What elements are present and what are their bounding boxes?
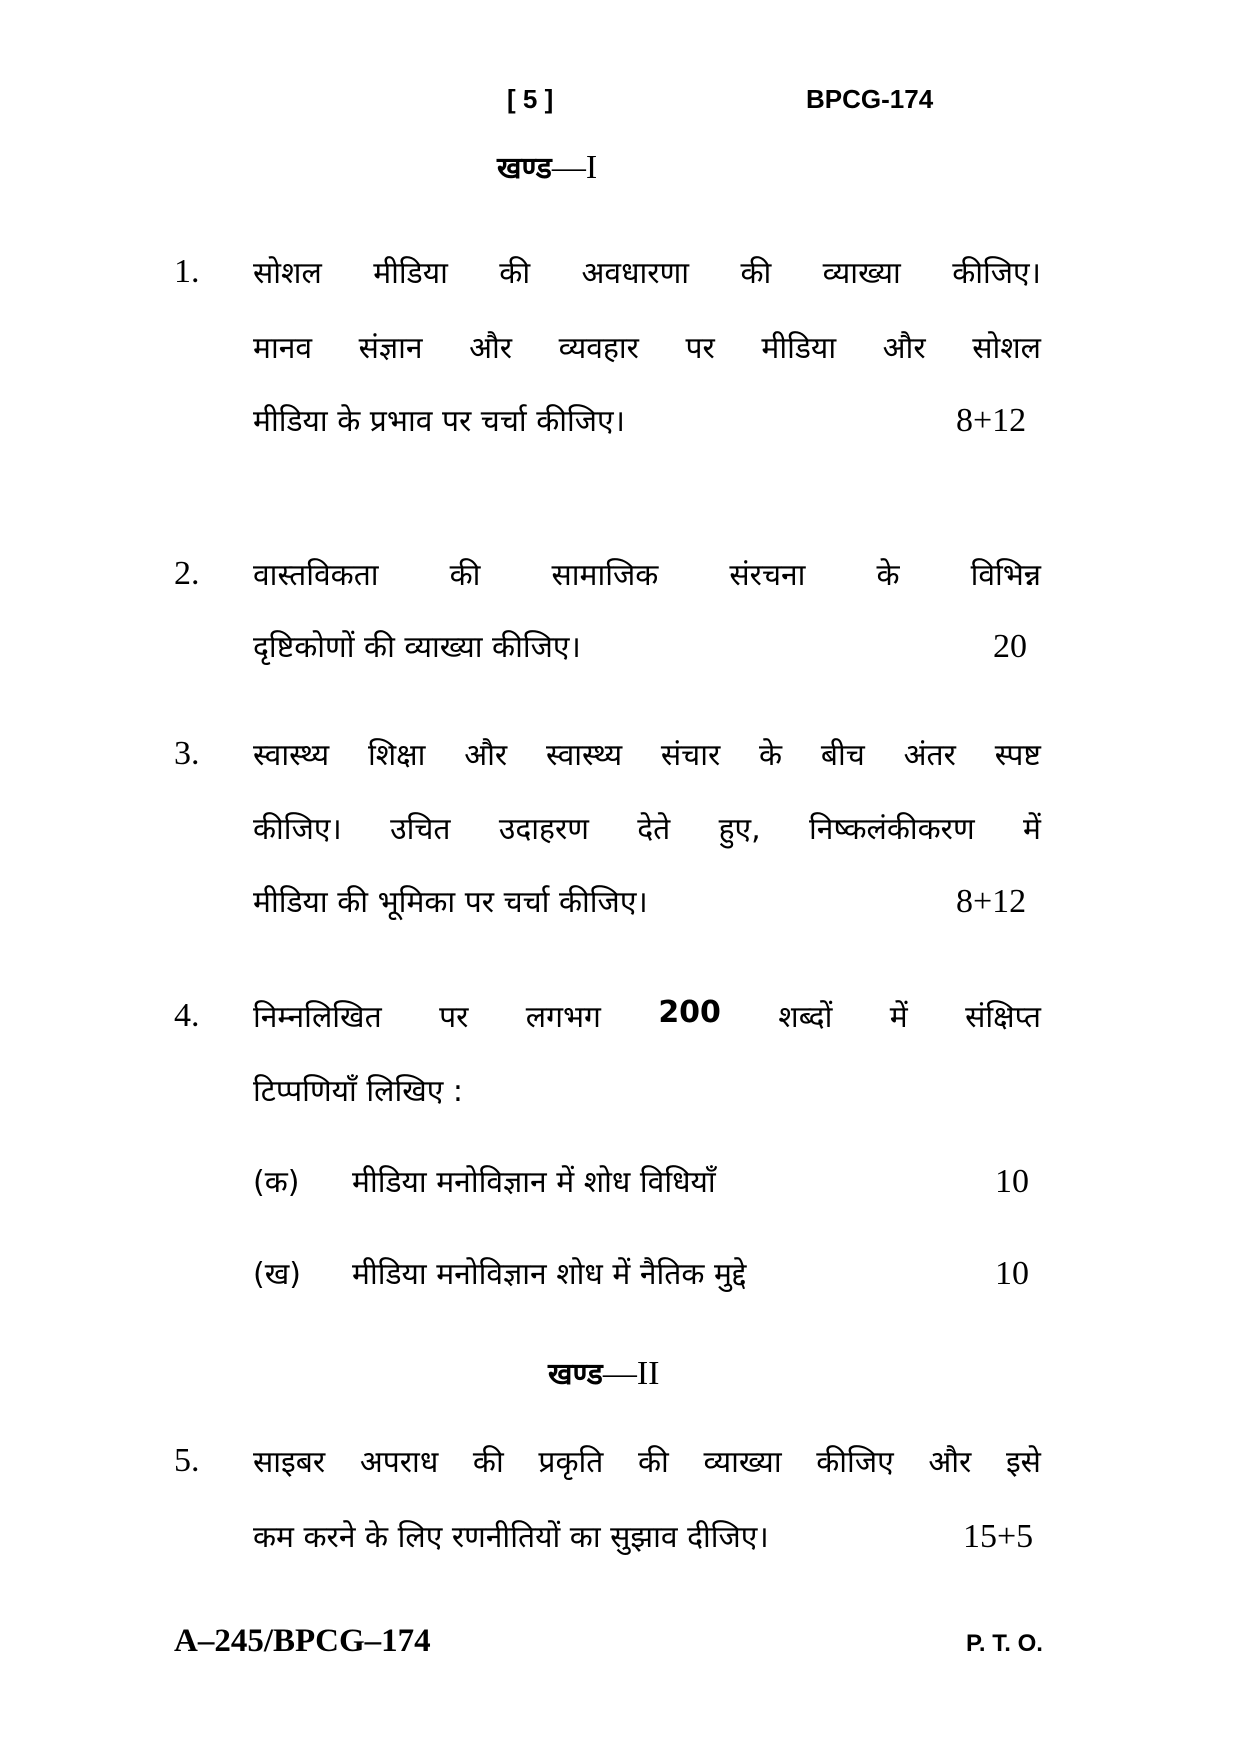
word: संरचना xyxy=(729,558,806,593)
question-3-line-2 xyxy=(253,807,1041,848)
word: के xyxy=(759,738,783,773)
word: स्पष्ट xyxy=(994,738,1041,773)
question-1-line-1 xyxy=(253,251,1041,292)
word: कीजिए। xyxy=(253,812,342,847)
sub-item-marks: 10 xyxy=(995,1163,1029,1200)
word: सामाजिक xyxy=(551,558,659,593)
word: लगभग xyxy=(525,1000,601,1035)
sub-item-marks: 10 xyxy=(995,1255,1029,1292)
word: बीच xyxy=(820,738,865,773)
question-2-line-1 xyxy=(253,553,1041,594)
question-number: 1. xyxy=(174,253,200,290)
word: सोशल xyxy=(253,256,322,291)
sub-item-text: मीडिया मनोविज्ञान में शोध विधियाँ xyxy=(352,1165,716,1200)
word: शब्दों xyxy=(778,1000,833,1035)
section-title-numeral: I xyxy=(585,149,598,186)
word: संचार xyxy=(660,738,721,773)
question-number: 3. xyxy=(174,735,200,772)
word: में xyxy=(1022,812,1041,847)
section-title-dash: — xyxy=(602,1355,637,1392)
question-marks: 8+12 xyxy=(956,402,1027,439)
word: संक्षिप्त xyxy=(965,1000,1041,1035)
word: उचित xyxy=(390,812,451,847)
word: कीजिए xyxy=(816,1445,894,1480)
word: प्रकृति xyxy=(538,1445,604,1480)
word: निष्कलंकीकरण xyxy=(809,812,975,847)
sub-item-label: (क) xyxy=(253,1165,300,1200)
word: की xyxy=(740,256,772,291)
word: पर xyxy=(439,1000,469,1035)
word: सोशल xyxy=(972,331,1041,366)
word-count: 200 xyxy=(658,995,721,1030)
word: स्वास्थ्य xyxy=(253,738,330,773)
word: में xyxy=(889,1000,908,1035)
sub-item-label: (ख) xyxy=(253,1257,301,1292)
word: और xyxy=(464,738,508,773)
question-2-line-2: दृष्टिकोणों की व्याख्या कीजिए। xyxy=(253,630,581,665)
question-1-line-3: मीडिया के प्रभाव पर चर्चा कीजिए। xyxy=(253,404,626,439)
word: की xyxy=(449,558,481,593)
question-5-line-1 xyxy=(253,1440,1041,1481)
word: और xyxy=(928,1445,972,1480)
question-4-line-1 xyxy=(253,995,1041,1036)
word: शिक्षा xyxy=(367,738,426,773)
question-1-line-2 xyxy=(253,326,1041,367)
word: अपराध xyxy=(359,1445,439,1480)
word: मीडिया xyxy=(373,256,448,291)
word: हुए, xyxy=(718,812,761,847)
word: की xyxy=(472,1445,504,1480)
word: स्वास्थ्य xyxy=(545,738,623,773)
question-5-line-2: कम करने के लिए रणनीतियों का सुझाव दीजिए। xyxy=(253,1520,769,1555)
word: अवधारणा xyxy=(581,256,690,291)
question-number: 5. xyxy=(174,1442,200,1479)
word: इसे xyxy=(1005,1445,1041,1480)
word: और xyxy=(882,331,926,366)
word: मीडिया xyxy=(761,331,837,366)
question-number: 2. xyxy=(174,555,200,592)
section-title-word: खण्ड xyxy=(497,151,552,186)
word: के xyxy=(876,558,900,593)
word: वास्तविकता xyxy=(253,558,379,593)
word: संज्ञान xyxy=(358,331,423,366)
question-4-line-2: टिप्पणियाँ लिखिए : xyxy=(253,1074,463,1109)
word: अंतर xyxy=(903,738,956,773)
word: निम्नलिखित xyxy=(253,1000,382,1035)
word: पर xyxy=(685,331,715,366)
please-turn-over: P. T. O. xyxy=(966,1630,1043,1657)
section-title-numeral: II xyxy=(636,1355,660,1392)
word: की xyxy=(638,1445,669,1480)
word: की xyxy=(499,256,531,291)
sub-item-text: मीडिया मनोविज्ञान शोध में नैतिक मुद्दे xyxy=(352,1257,747,1292)
word: कीजिए। xyxy=(952,256,1041,291)
question-marks: 15+5 xyxy=(963,1518,1034,1555)
question-3-line-3: मीडिया की भूमिका पर चर्चा कीजिए। xyxy=(253,885,648,920)
section-title-dash: — xyxy=(551,149,586,186)
word: व्यवहार xyxy=(558,331,639,366)
word: उदाहरण xyxy=(498,812,589,847)
course-code: BPCG-174 xyxy=(806,84,934,114)
question-marks: 20 xyxy=(993,628,1027,665)
word: देते xyxy=(637,812,671,847)
question-3-line-1 xyxy=(253,733,1041,774)
section-heading-2 xyxy=(548,1352,660,1393)
word: साइबर xyxy=(253,1445,326,1480)
paper-code: A–245/BPCG–174 xyxy=(174,1623,431,1659)
word: विभिन्न xyxy=(970,558,1041,593)
word: और xyxy=(469,331,513,366)
word: मानव xyxy=(253,331,313,366)
word: व्याख्या xyxy=(822,256,901,291)
section-title-word: खण्ड xyxy=(548,1357,603,1392)
question-number: 4. xyxy=(174,997,200,1034)
section-heading-1 xyxy=(497,146,597,187)
question-marks: 8+12 xyxy=(956,883,1027,920)
page-number: [ 5 ] xyxy=(507,84,554,114)
word: व्याख्या xyxy=(703,1445,782,1480)
